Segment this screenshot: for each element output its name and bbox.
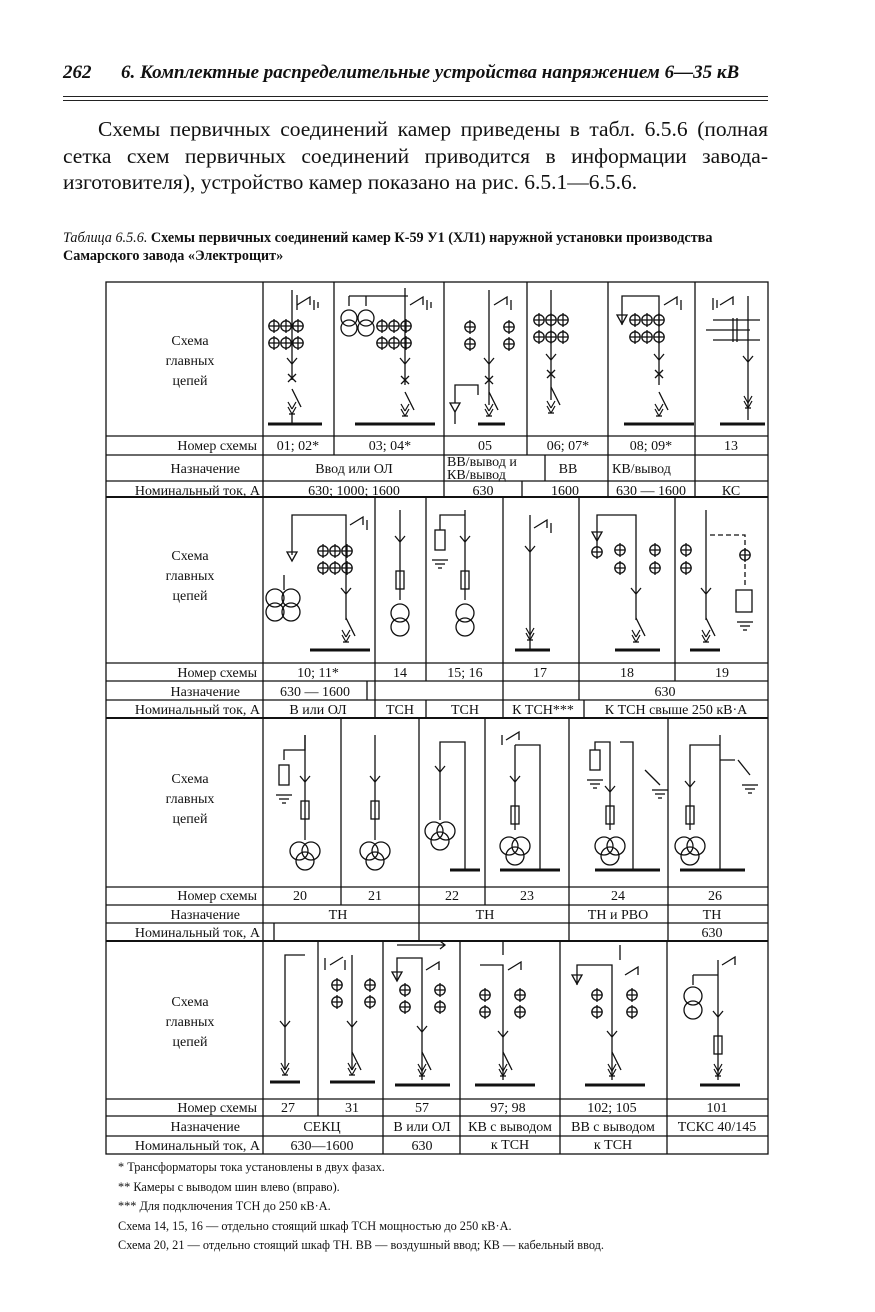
scheme-diagram-13 <box>706 296 765 424</box>
scheme-current: 630; 1000; 1600 <box>308 484 400 499</box>
label-scheme-1: Схема <box>171 772 209 787</box>
scheme-purpose: КВ/вывод <box>447 468 506 483</box>
label-purpose: Назначение <box>170 685 240 700</box>
scheme-current: 630 <box>472 484 494 499</box>
label-current: Номинальный ток, А <box>134 484 260 499</box>
scheme-diagram-22 <box>425 742 480 870</box>
scheme-purpose: ТН <box>328 908 348 923</box>
block-1-values <box>277 439 740 499</box>
scheme-current: 630 <box>701 926 723 941</box>
table-label: Таблица 6.5.6. <box>63 230 148 246</box>
scheme-number: 05 <box>478 439 492 454</box>
scheme-diagram-03 <box>341 288 435 424</box>
scheme-purpose: ТН <box>702 908 722 923</box>
label-scheme-2: главных <box>165 354 215 369</box>
label-scheme-1: Схема <box>171 549 209 564</box>
scheme-purpose: В или ОЛ <box>393 1120 451 1135</box>
page-number: 262 <box>63 62 92 83</box>
block-2-values <box>280 666 748 718</box>
scheme-current: В или ОЛ <box>289 703 347 718</box>
scheme-number: 10; 11* <box>297 666 339 681</box>
scheme-number: 20 <box>293 889 307 904</box>
scheme-number: 15; 16 <box>447 666 483 681</box>
scheme-diagram-101 <box>684 957 740 1085</box>
scheme-number: 21 <box>368 889 382 904</box>
note-line: Схема 14, 15, 16 — отдельно стоящий шкаф ТСН мощностью до 250 кВ·А. <box>118 1218 512 1233</box>
scheme-diagram-06 <box>534 290 568 413</box>
scheme-purpose: Ввод или ОЛ <box>315 462 393 477</box>
label-purpose: Назначение <box>170 462 240 477</box>
scheme-purpose: КВ/вывод <box>612 462 671 477</box>
scheme-number: 01; 02* <box>276 439 320 454</box>
label-scheme-1: Схема <box>171 995 209 1010</box>
scheme-number: 26 <box>708 889 722 904</box>
scheme-number: 22 <box>445 889 459 904</box>
intro-paragraph: Схемы первичных соединений камер приведены в табл. 6.5.6 (полная сетка схем первичных соединений приводится в информации завода-изготовителя), устройство камер показано на рис. 6.5.1—6.5.6. <box>63 117 768 194</box>
scheme-diagram-05 <box>450 290 514 424</box>
scheme-diagram-18 <box>592 515 660 650</box>
scheme-purpose: 630 <box>654 685 676 700</box>
note-line: Схема 20, 21 — отдельно стоящий шкаф ТН. ВВ — воздушный ввод; КВ — кабельный ввод. <box>118 1238 604 1252</box>
scheme-current: к ТСН <box>593 1138 633 1153</box>
note-line: * Трансформаторы тока установлены в двух фазах. <box>118 1160 385 1174</box>
scheme-diagram-17 <box>515 515 551 650</box>
scheme-diagram-57 <box>392 941 450 1085</box>
scheme-diagram-27 <box>270 955 305 1082</box>
scheme-diagram-01 <box>268 290 322 424</box>
scheme-number: 03; 04* <box>368 439 412 454</box>
scheme-number: 06; 07* <box>546 439 590 454</box>
label-scheme-2: главных <box>165 569 215 584</box>
scheme-number: 24 <box>611 889 625 904</box>
scheme-current: ТСН <box>451 703 479 718</box>
scheme-number: 13 <box>724 439 738 454</box>
block-4-values <box>281 1101 756 1154</box>
scheme-purpose: ВВ с выводом <box>571 1120 655 1135</box>
label-scheme-3: цепей <box>172 812 208 827</box>
scheme-purpose: ТН <box>475 908 495 923</box>
scheme-purpose: ТН и РВО <box>587 908 649 923</box>
table-title: Схемы первичных соединений камер К-59 У1 (ХЛ1) наружной установки производства Самарского завода «Электрощит» <box>63 230 713 264</box>
scheme-number: 14 <box>393 666 407 681</box>
chapter-title: 6. Комплектные распределительные устройства напряжением 6—35 кВ <box>121 62 740 83</box>
scheme-diagram-97 <box>475 940 535 1085</box>
scheme-number: 97; 98 <box>490 1101 526 1116</box>
scheme-diagram-102 <box>572 945 645 1085</box>
scheme-diagram-31 <box>325 955 375 1082</box>
label-scheme-2: главных <box>165 1015 215 1030</box>
note-line: *** Для подключения ТСН до 250 кВ·А. <box>118 1199 331 1213</box>
scheme-current: 630 <box>411 1139 433 1154</box>
scheme-current: к ТСН <box>490 1138 530 1153</box>
scheme-diagram-14 <box>391 510 409 636</box>
label-scheme-3: цепей <box>172 374 208 389</box>
scheme-current: К ТСН свыше 250 кВ·А <box>604 703 748 718</box>
scheme-purpose: 630 — 1600 <box>280 685 350 700</box>
label-purpose: Назначение <box>170 1120 240 1135</box>
label-scheme-3: цепей <box>172 589 208 604</box>
note-line: ** Камеры с выводом шин влево (вправо). <box>118 1179 340 1194</box>
scheme-diagram-20 <box>276 735 320 870</box>
scheme-diagram-24 <box>587 742 668 870</box>
label-purpose: Назначение <box>170 908 240 923</box>
scheme-number: 57 <box>415 1101 429 1116</box>
table-notes <box>118 1158 758 1256</box>
label-scheme-1: Схема <box>171 334 209 349</box>
scheme-number: 101 <box>706 1101 728 1116</box>
label-current: Номинальный ток, А <box>134 926 260 941</box>
scheme-number: 31 <box>345 1101 359 1116</box>
label-number: Номер схемы <box>177 439 257 454</box>
scheme-number: 102; 105 <box>587 1101 637 1116</box>
scheme-current: К ТСН*** <box>512 703 574 718</box>
scheme-current: 1600 <box>551 484 579 499</box>
scheme-diagram-21 <box>360 735 390 870</box>
label-number: Номер схемы <box>177 889 257 904</box>
scheme-diagram-10 <box>266 515 370 650</box>
scheme-diagram-26 <box>675 735 758 870</box>
scheme-number: 08; 09* <box>629 439 673 454</box>
label-current: Номинальный ток, А <box>134 1139 260 1154</box>
label-number: Номер схемы <box>177 666 257 681</box>
row-labels <box>135 334 261 1154</box>
scheme-diagram-19 <box>681 510 753 650</box>
scheme-purpose: ТСКС 40/145 <box>677 1120 757 1135</box>
scheme-diagram-23 <box>500 732 560 870</box>
scheme-number: 19 <box>715 666 729 681</box>
scheme-current: 630 — 1600 <box>616 484 686 499</box>
scheme-current: 630—1600 <box>290 1139 354 1154</box>
label-number: Номер схемы <box>177 1101 257 1116</box>
label-scheme-2: главных <box>165 792 215 807</box>
block-3-values <box>293 889 723 941</box>
scheme-number: 17 <box>533 666 547 681</box>
scheme-purpose: ВВ <box>558 462 578 477</box>
label-current: Номинальный ток, А <box>134 703 260 718</box>
scheme-purpose: СЕКЦ <box>303 1120 341 1135</box>
scheme-diagram-08 <box>617 296 694 424</box>
scheme-purpose: ВВ/вывод и <box>447 455 517 470</box>
scheme-number: 23 <box>520 889 534 904</box>
scheme-current: КС <box>721 484 741 499</box>
scheme-current: ТСН <box>386 703 414 718</box>
scheme-number: 27 <box>281 1101 295 1116</box>
scheme-diagram-15 <box>432 510 474 636</box>
label-scheme-3: цепей <box>172 1035 208 1050</box>
scheme-number: 18 <box>620 666 634 681</box>
scheme-purpose: КВ с выводом <box>468 1120 552 1135</box>
